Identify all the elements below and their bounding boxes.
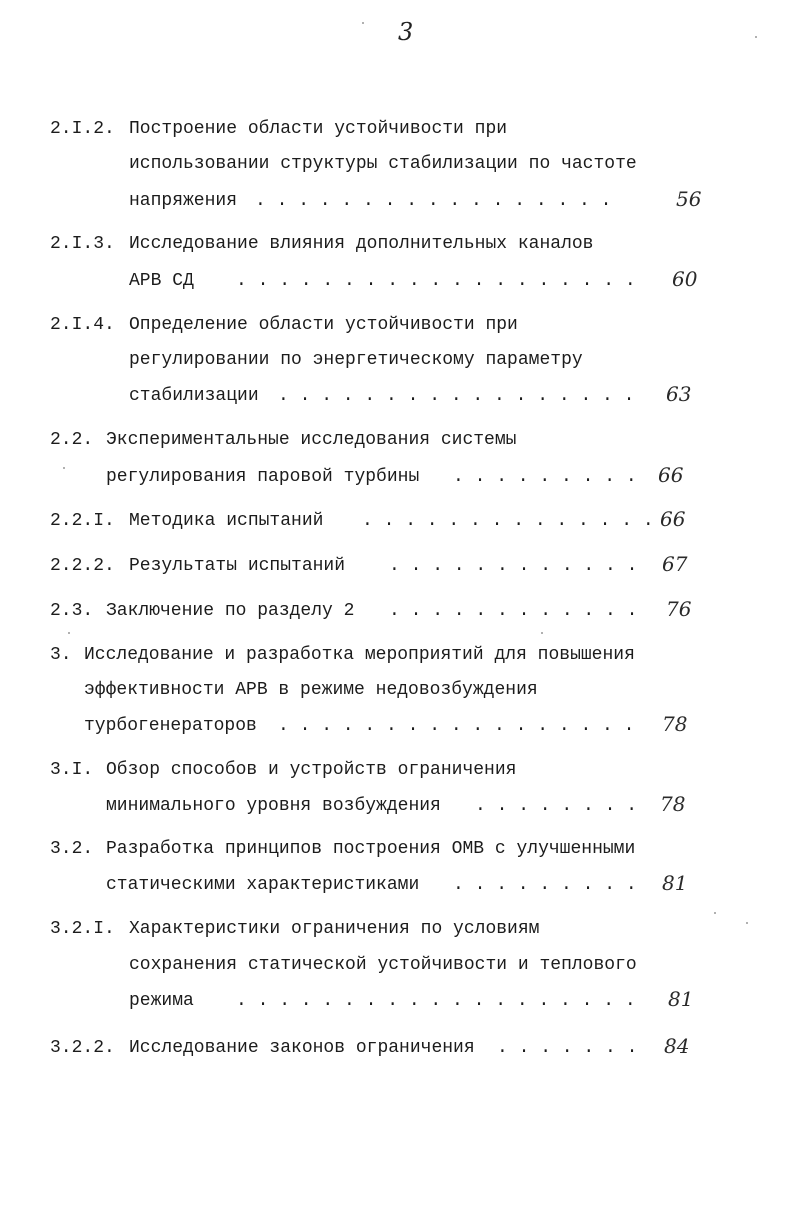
toc-entry-line (0, 462, 799, 492)
entry-title-line: Исследование законов ограничения (129, 1038, 475, 1058)
entry-page-number: 66 (658, 463, 684, 487)
entry-title-line: Определение области устойчивости при (129, 315, 518, 335)
leader-dots: . . . . . . . . . . . . . . (362, 511, 654, 531)
toc-entry-2-3 (0, 596, 799, 626)
entry-number: 3. (50, 645, 72, 665)
leader-dots: . . . . . . . . . . . . . . . . . (255, 191, 612, 211)
entry-title-line: регулировании по энергетическому параметру (129, 350, 583, 370)
toc-entry-line (0, 986, 799, 1016)
entry-title-line: Результаты испытаний (129, 556, 346, 576)
leader-dots: . . . . . . . . . . . . . . . . . . . (236, 271, 636, 291)
toc-entry-line (0, 266, 799, 296)
entry-title-line: напряжения (129, 191, 238, 211)
entry-title-line: Заключение по разделу 2 (106, 601, 355, 621)
entry-title-line: эффективности АРВ в режиме недовозбуждения (84, 680, 538, 700)
entry-title-line: режима (129, 991, 194, 1011)
page-number: 3 (398, 18, 414, 46)
entry-page-number: 78 (660, 792, 686, 816)
entry-page-number: 63 (666, 382, 692, 406)
toc-entry-line (0, 950, 799, 980)
entry-page-number: 81 (668, 987, 694, 1011)
toc-entry-line (0, 791, 799, 821)
toc-entry-3-2-1 (0, 914, 799, 944)
entry-page-number: 60 (672, 267, 698, 291)
leader-dots: . . . . . . . . . . . . . . . . . (278, 716, 635, 736)
leader-dots: . . . . . . . . (475, 796, 638, 816)
entry-title-line: использовании структуры стабилизации по частоте (129, 154, 637, 174)
entry-title-line: турбогенераторов (84, 716, 257, 736)
scan-speck (68, 632, 70, 634)
entry-number: 2.2.2. (50, 556, 115, 576)
toc-entry-3-1 (0, 755, 799, 785)
entry-number: 3.2.2. (50, 1038, 115, 1058)
leader-dots: . . . . . . . . . . . . . . . . . (278, 386, 635, 406)
entry-title-line: Экспериментальные исследования системы (106, 430, 517, 450)
entry-title-line: Характеристики ограничения по условиям (129, 919, 540, 939)
entry-title-line: регулирования паровой турбины (106, 467, 420, 487)
entry-title-line: Построение области устойчивости при (129, 119, 508, 139)
entry-number: 2.I.2. (50, 119, 115, 139)
scan-speck (541, 632, 543, 634)
entry-title-line: сохранения статической устойчивости и теплового (129, 955, 637, 975)
toc-entry-3 (0, 640, 799, 670)
toc-entry-2-2-2 (0, 551, 799, 581)
scan-speck (362, 22, 364, 24)
entry-title-line: Обзор способов и устройств ограничения (106, 760, 517, 780)
entry-page-number: 81 (662, 871, 688, 895)
entry-page-number: 67 (662, 552, 688, 576)
entry-title-line: Исследование и разработка мероприятий для повышения (84, 645, 635, 665)
entry-page-number: 56 (676, 187, 702, 211)
toc-entry-2-2 (0, 425, 799, 455)
entry-number: 2.I.4. (50, 315, 115, 335)
entry-number: 3.2. (50, 839, 94, 859)
entry-page-number: 78 (662, 712, 688, 736)
leader-dots: . . . . . . . . . (453, 875, 637, 895)
toc-entry-3-2 (0, 834, 799, 864)
entry-number: 2.I.3. (50, 234, 115, 254)
entry-title-line: стабилизации (129, 386, 259, 406)
scan-speck (63, 467, 65, 469)
toc-entry-line (0, 381, 799, 411)
entry-page-number: 84 (664, 1034, 690, 1058)
entry-number: 3.2.I. (50, 919, 115, 939)
leader-dots: . . . . . . . (497, 1038, 638, 1058)
toc-entry-line (0, 675, 799, 705)
entry-title-line: статическими характеристиками (106, 875, 420, 895)
scan-speck (746, 922, 748, 924)
entry-number: 2.2.I. (50, 511, 115, 531)
entry-title-line: Методика испытаний (129, 511, 324, 531)
entry-title-line: минимального уровня возбуждения (106, 796, 441, 816)
entry-title-line: Разработка принципов построения ОМВ с улучшенными (106, 839, 636, 859)
entry-title-line: Исследование влияния дополнительных каналов (129, 234, 594, 254)
toc-entry-line (0, 870, 799, 900)
entry-number: 2.3. (50, 601, 94, 621)
scan-speck (714, 912, 716, 914)
leader-dots: . . . . . . . . . . . . . . . . . . . (236, 991, 636, 1011)
leader-dots: . . . . . . . . . . . . (389, 556, 638, 576)
toc-entry-line (0, 149, 799, 179)
toc-entry-line (0, 345, 799, 375)
scan-speck (755, 36, 757, 38)
toc-entry-2-1-4 (0, 310, 799, 340)
entry-number: 2.2. (50, 430, 94, 450)
leader-dots: . . . . . . . . . . . . (389, 601, 638, 621)
toc-entry-line (0, 186, 799, 216)
entry-title-line: АРВ СД (129, 271, 194, 291)
toc-entry-2-1-2 (0, 114, 799, 144)
entry-page-number: 76 (666, 597, 692, 621)
entry-number: 3.I. (50, 760, 94, 780)
toc-entry-2-1-3 (0, 229, 799, 259)
entry-page-number: 66 (660, 507, 686, 531)
leader-dots: . . . . . . . . . (453, 467, 637, 487)
toc-entry-3-2-2 (0, 1033, 799, 1063)
toc-entry-2-2-1 (0, 506, 799, 536)
toc-entry-line (0, 711, 799, 741)
